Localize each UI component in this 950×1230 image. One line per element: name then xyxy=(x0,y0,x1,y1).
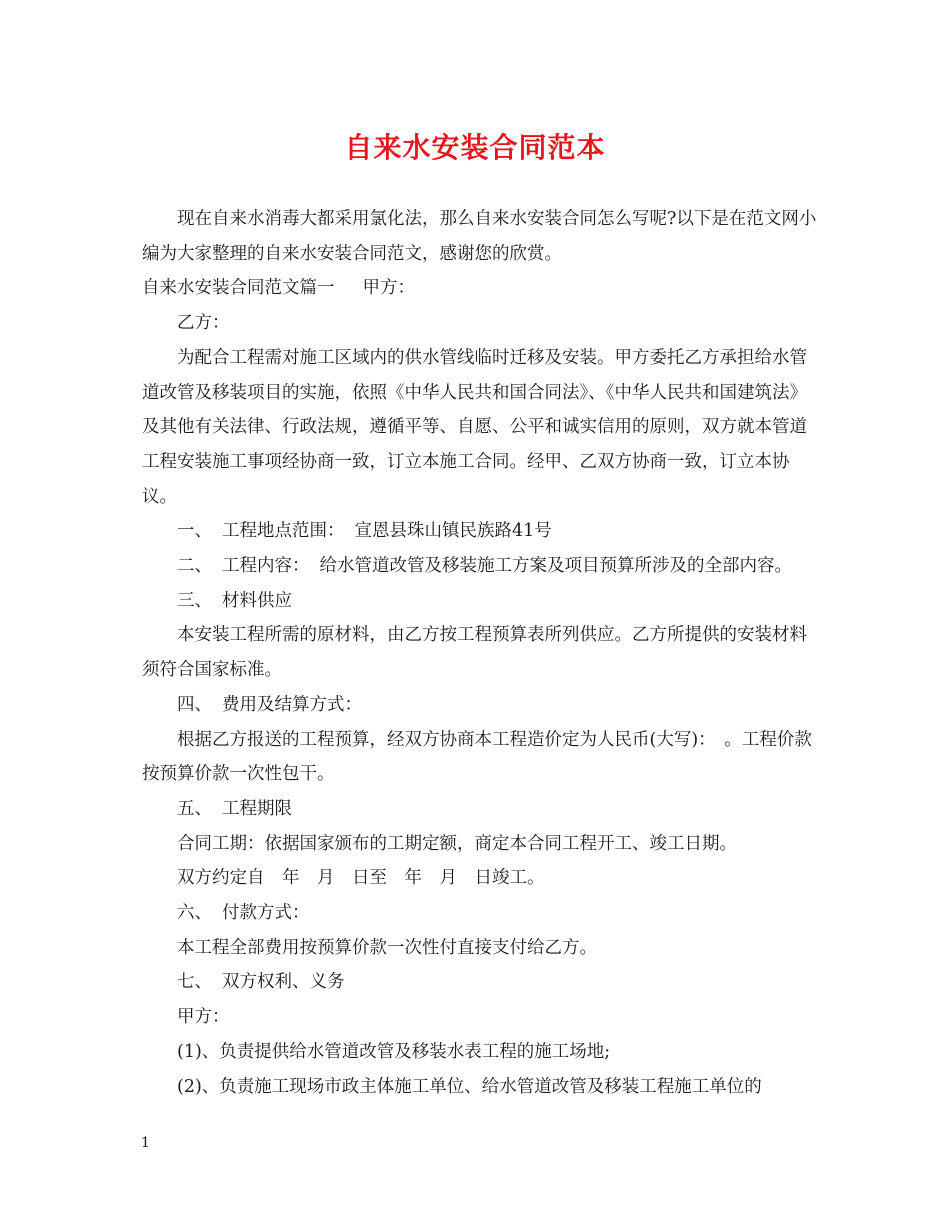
clause-7-item-2 xyxy=(142,1070,822,1105)
clause-7-item-1 xyxy=(142,1035,822,1070)
clause-3 xyxy=(142,584,822,619)
clause-4 xyxy=(142,688,822,723)
clause-4-body xyxy=(142,723,822,792)
clause-6-body xyxy=(142,931,822,966)
clause-heading: 付款方式： xyxy=(222,903,310,924)
clause-number: 七、 xyxy=(177,972,212,993)
preamble-paragraph xyxy=(142,341,822,515)
clause-6 xyxy=(142,896,822,931)
clause-heading: 双方权利、义务 xyxy=(222,972,345,993)
party-a-label: 甲方： xyxy=(177,1007,230,1028)
list-item: (1)、负责提供给水管道改管及移装水表工程的施工场地; xyxy=(177,1041,611,1062)
clause-heading: 工程内容： xyxy=(222,556,310,577)
clause-number: 六、 xyxy=(177,903,212,924)
paragraph-text: 本工程全部费用按预算价款一次性付直接支付给乙方。 xyxy=(177,937,597,958)
list-item: (2)、负责施工现场市政主体施工单位、给水管道改管及移装工程施工单位的 xyxy=(177,1076,762,1097)
clause-7-party-a xyxy=(142,1000,822,1035)
paragraph-text: 本安装工程所需的原材料，由乙方按工程预算表所列供应。乙方所提供的安装材料须符合国家标准。 xyxy=(142,625,807,681)
paragraph-text: 根据乙方报送的工程预算，经双方协商本工程造价定为人民币(大写)： 。工程价款按预算价款一次性包干。 xyxy=(142,729,812,785)
page-number: 1 xyxy=(141,1135,150,1151)
section-heading: 自来水安装合同范文篇一 xyxy=(142,278,335,299)
clause-number: 四、 xyxy=(177,694,212,715)
clause-1 xyxy=(142,514,822,549)
clause-number: 二、 xyxy=(177,556,212,577)
intro-paragraph xyxy=(142,202,822,271)
clause-5 xyxy=(142,792,822,827)
party-b-label: 乙方： xyxy=(177,313,230,334)
clause-value: 宣恩县珠山镇民族路41号 xyxy=(354,521,552,542)
paragraph-text: 合同工期：依据国家颁布的工期定额，商定本合同工程开工、竣工日期。 xyxy=(177,833,737,854)
paragraph-text: 双方约定自 年 月 日至 年 月 日竣工。 xyxy=(177,868,545,889)
clause-5-body-1 xyxy=(142,827,822,862)
clause-5-body-2 xyxy=(142,861,822,896)
clause-2 xyxy=(142,549,822,584)
party-a-label: 甲方： xyxy=(362,278,415,299)
clause-heading: 工程期限 xyxy=(222,798,292,819)
clause-value: 给水管道改管及移装施工方案及项目预算所涉及的全部内容。 xyxy=(319,556,792,577)
document-body xyxy=(142,202,822,1104)
clause-7 xyxy=(142,965,822,1000)
clause-heading: 工程地点范围： xyxy=(222,521,345,542)
paragraph-text: 为配合工程需对施工区域内的供水管线临时迁移及安装。甲方委托乙方承担给水管道改管及移装项目的实施，依照《中华人民共和国合同法》、《中华人民共和国建筑法》及其他有关法律、行政法规，遵循平等、自愿、公平和诚实信用的原则，双方就本管道工程安装施工事项经协商一致，订立本施工合同。经甲、乙双方协商一致，订立本协议。 xyxy=(142,347,807,507)
clause-heading: 费用及结算方式： xyxy=(222,694,362,715)
clause-number: 五、 xyxy=(177,798,212,819)
party-b-paragraph xyxy=(142,306,822,341)
clause-heading: 材料供应 xyxy=(222,590,292,611)
section-heading-paragraph xyxy=(142,271,822,306)
document-title: 自来水安装合同范本 xyxy=(344,131,606,164)
paragraph-text: 现在自来水消毒大都采用氯化法，那么自来水安装合同怎么写呢?以下是在范文网小编为大家整理的自来水安装合同范文，感谢您的欣赏。 xyxy=(142,209,817,264)
clause-number: 一、 xyxy=(177,521,212,542)
clause-number: 三、 xyxy=(177,590,212,611)
clause-3-body xyxy=(142,618,822,687)
